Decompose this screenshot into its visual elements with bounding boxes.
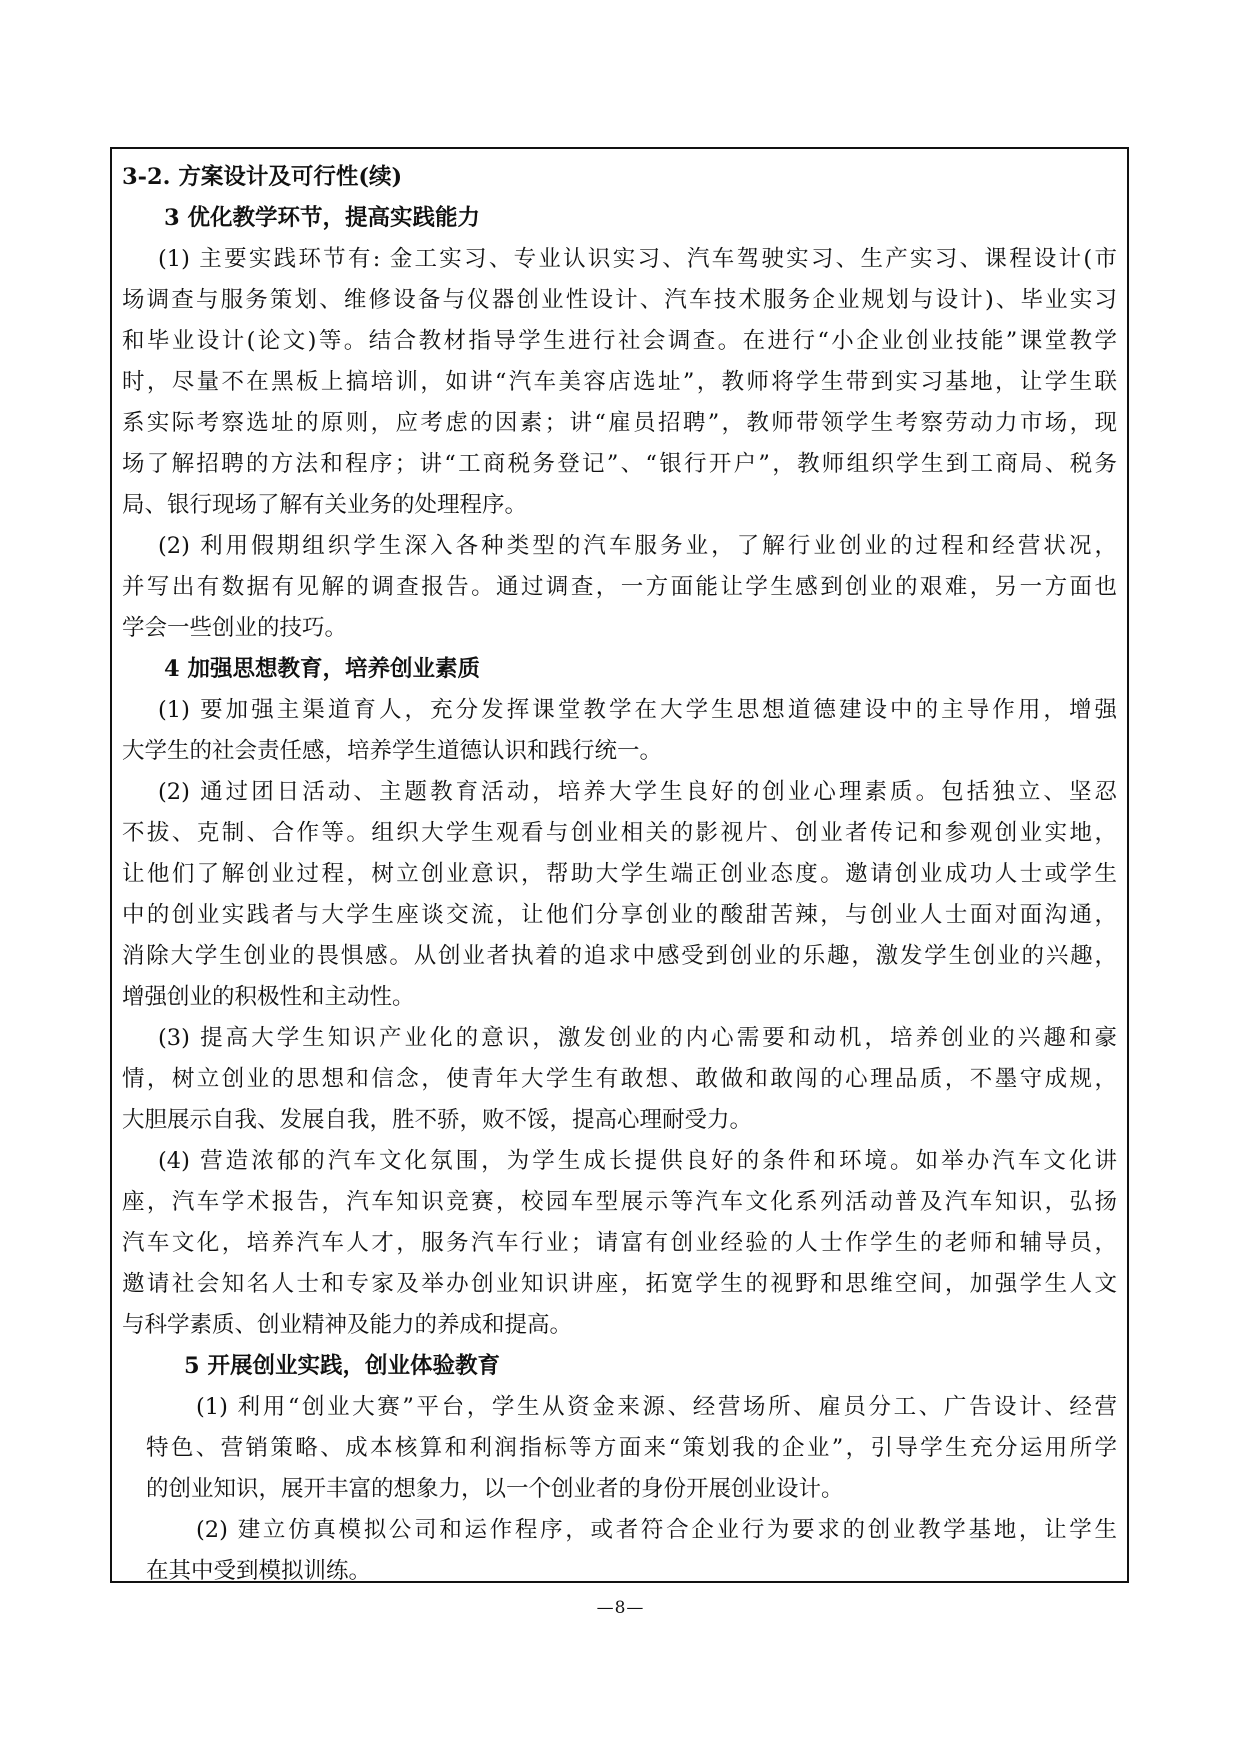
document-body xyxy=(122,157,1117,1592)
text-line: 大学生的社会责任感，培养学生道德认识和践行统一。 xyxy=(122,738,663,764)
text-line: 不拔、克制、合作等。组织大学生观看与创业相关的影视片、创业者传记和参观创业实地， xyxy=(122,820,1117,846)
text-line: 座，汽车学术报告，汽车知识竞赛，校园车型展示等汽车文化系列活动普及汽车知识，弘扬 xyxy=(122,1189,1117,1215)
text-line: 增强创业的积极性和主动性。 xyxy=(122,984,415,1010)
text-line: 系实际考察选址的原则，应考虑的因素；讲“雇员招聘”，教师带领学生考察劳动力市场，现 xyxy=(122,410,1117,436)
text-line: 大胆展示自我、发展自我，胜不骄，败不馁，提高心理耐受力。 xyxy=(122,1107,753,1133)
section-title: 3-2. 方案设计及可行性(续) xyxy=(122,164,403,190)
text-line: 和毕业设计(论文)等。结合教材指导学生进行社会调查。在进行“小企业创业技能”课堂教学 xyxy=(122,328,1117,354)
text-line: 邀请社会知名人士和专家及举办创业知识讲座，拓宽学生的视野和思维空间，加强学生人文 xyxy=(122,1271,1117,1297)
text-line: (1) 主要实践环节有: 金工实习、专业认识实习、汽车驾驶实习、生产实习、课程设计(市 xyxy=(158,246,1117,272)
text-line: 中的创业实践者与大学生座谈交流，让他们分享创业的酸甜苦辣，与创业人士面对面沟通， xyxy=(122,902,1117,928)
text-line: (2) 建立仿真模拟公司和运作程序，或者符合企业行为要求的创业教学基地，让学生 xyxy=(196,1517,1117,1543)
text-line: (4) 营造浓郁的汽车文化氛围，为学生成长提供良好的条件和环境。如举办汽车文化讲 xyxy=(158,1148,1117,1174)
text-line: 让他们了解创业过程，树立创业意识，帮助大学生端正创业态度。邀请创业成功人士或学生 xyxy=(122,861,1117,887)
page-number: —8— xyxy=(596,1598,645,1618)
subheading: 5 开展创业实践，创业体验教育 xyxy=(184,1353,500,1379)
text-line: 消除大学生创业的畏惧感。从创业者执着的追求中感受到创业的乐趣，激发学生创业的兴趣， xyxy=(122,943,1117,969)
text-line: 与科学素质、创业精神及能力的养成和提高。 xyxy=(122,1312,573,1338)
text-line: 局、银行现场了解有关业务的处理程序。 xyxy=(122,492,528,518)
subheading: 3 优化教学环节，提高实践能力 xyxy=(164,205,480,231)
text-line: (2) 利用假期组织学生深入各种类型的汽车服务业，了解行业创业的过程和经营状况， xyxy=(158,533,1117,559)
text-line: (2) 通过团日活动、主题教育活动，培养大学生良好的创业心理素质。包括独立、坚忍 xyxy=(158,779,1117,805)
text-line: 并写出有数据有见解的调查报告。通过调查，一方面能让学生感到创业的艰难，另一方面也 xyxy=(122,574,1117,600)
text-line: 情，树立创业的思想和信念，使青年大学生有敢想、敢做和敢闯的心理品质，不墨守成规， xyxy=(122,1066,1117,1092)
text-line: 在其中受到模拟训练。 xyxy=(146,1558,372,1584)
paragraph-lines xyxy=(122,198,1117,1592)
text-line: 学会一些创业的技巧。 xyxy=(122,615,348,641)
text-line: 场了解招聘的方法和程序；讲“工商税务登记”、“银行开户”，教师组织学生到工商局、税务 xyxy=(122,451,1117,477)
text-line: 场调查与服务策划、维修设备与仪器创业性设计、汽车技术服务企业规划与设计)、毕业实习 xyxy=(122,287,1117,313)
text-line: (1) 利用“创业大赛”平台，学生从资金来源、经营场所、雇员分工、广告设计、经营 xyxy=(196,1394,1117,1420)
text-line: 的创业知识，展开丰富的想象力，以一个创业者的身份开展创业设计。 xyxy=(146,1476,844,1502)
text-line: 特色、营销策略、成本核算和利润指标等方面来“策划我的企业”，引导学生充分运用所学 xyxy=(146,1435,1117,1461)
text-line: (3) 提高大学生知识产业化的意识，激发创业的内心需要和动机，培养创业的兴趣和豪 xyxy=(158,1025,1117,1051)
subheading: 4 加强思想教育，培养创业素质 xyxy=(164,656,480,682)
text-line: 汽车文化，培养汽车人才，服务汽车行业；请富有创业经验的人士作学生的老师和辅导员， xyxy=(122,1230,1117,1256)
text-line: 时，尽量不在黑板上搞培训，如讲“汽车美容店选址”，教师将学生带到实习基地，让学生联 xyxy=(122,369,1117,395)
text-line: (1) 要加强主渠道育人，充分发挥课堂教学在大学生思想道德建设中的主导作用，增强 xyxy=(158,697,1117,723)
